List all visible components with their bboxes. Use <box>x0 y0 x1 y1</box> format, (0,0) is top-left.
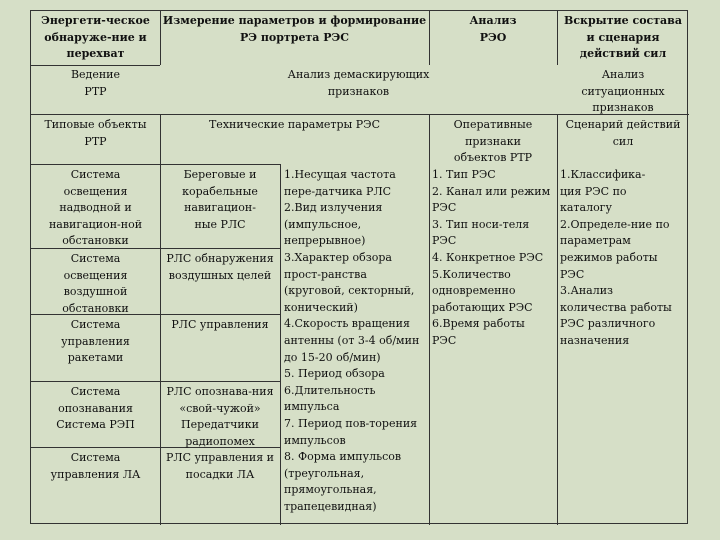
label-technical-params: Технические параметры РЭС <box>208 118 381 131</box>
radar-item: Береговые и корабельные навигацион- ные РЛС <box>182 168 258 231</box>
scenario-list: 1.Классифика- ция РЭС по каталогу 2.Определе-ние по параметрам режимов работы РЭС 3.Анализ количества работы РЭС различного назначения <box>560 168 672 347</box>
object-item: Система опознавания Система РЭП <box>56 385 135 432</box>
summary-table <box>30 10 688 524</box>
subheader-rtr: Ведение РТР <box>70 68 121 98</box>
row-divider <box>31 65 160 66</box>
radar-item: РЛС управления и посадки ЛА <box>165 451 275 481</box>
operative-list: 1. Тип РЭС 2. Канал или режим РЭС 3. Тип носи-теля РЭС 4. Конкретное РЭС 5.Количество одновременно работающих РЭС 6.Время работы РЭС <box>432 168 551 347</box>
header-scenario: Вскрытие состава и сценария действий сил <box>564 14 682 61</box>
object-item: Система освещения воздушной обстановки <box>62 252 129 315</box>
col-divider <box>557 114 558 525</box>
row-divider <box>31 381 280 382</box>
label-typical-objects: Типовые объекты РТР <box>44 118 147 148</box>
header-measurement: Измерение параметров и формирование РЭ портрета РЭС <box>162 14 427 44</box>
label-scenario: Сценарий действий сил <box>565 118 681 148</box>
subheader-unmasking: Анализ демаскирующих признаков <box>287 68 430 98</box>
header-detection: Энергети-ческое обнаруже-ние и перехват <box>41 14 150 61</box>
object-item: Система управления ЛА <box>50 451 141 481</box>
subheader-situational: Анализ ситуационных признаков <box>581 68 665 115</box>
col-divider <box>280 164 281 525</box>
row-divider <box>31 164 160 165</box>
label-operative-signs: Оперативные признаки объектов РТР <box>453 118 533 165</box>
row-divider <box>160 164 280 165</box>
object-item: Система освещения надводной и навигацион-ной обстановки <box>48 168 143 248</box>
header-analysis: Анализ РЭО <box>469 14 517 44</box>
parameters-list: 1.Несущая частота пере-датчика РЛС 2.Вид излучения (импульсное, непрерывное) 3.Характер обзора прост-ранства (круговой, секторный, конический) 4.Скорость вращения антенны (от 3-4 об/мин до 15-20 об/мин) 5. Период обзора 6.Длительность импульса 7. Период пов-торения импульсов 8. Форма импульсов (треугольная, прямоугольная, трапецевидная) <box>284 168 420 513</box>
radar-item: РЛС управления <box>171 318 269 331</box>
object-item: Система управления ракетами <box>61 318 130 365</box>
radar-item: РЛС опознава-ния «свой-чужой» Передатчики радиопомех <box>166 385 274 448</box>
radar-item: РЛС обнаружения воздушных целей <box>166 252 274 282</box>
